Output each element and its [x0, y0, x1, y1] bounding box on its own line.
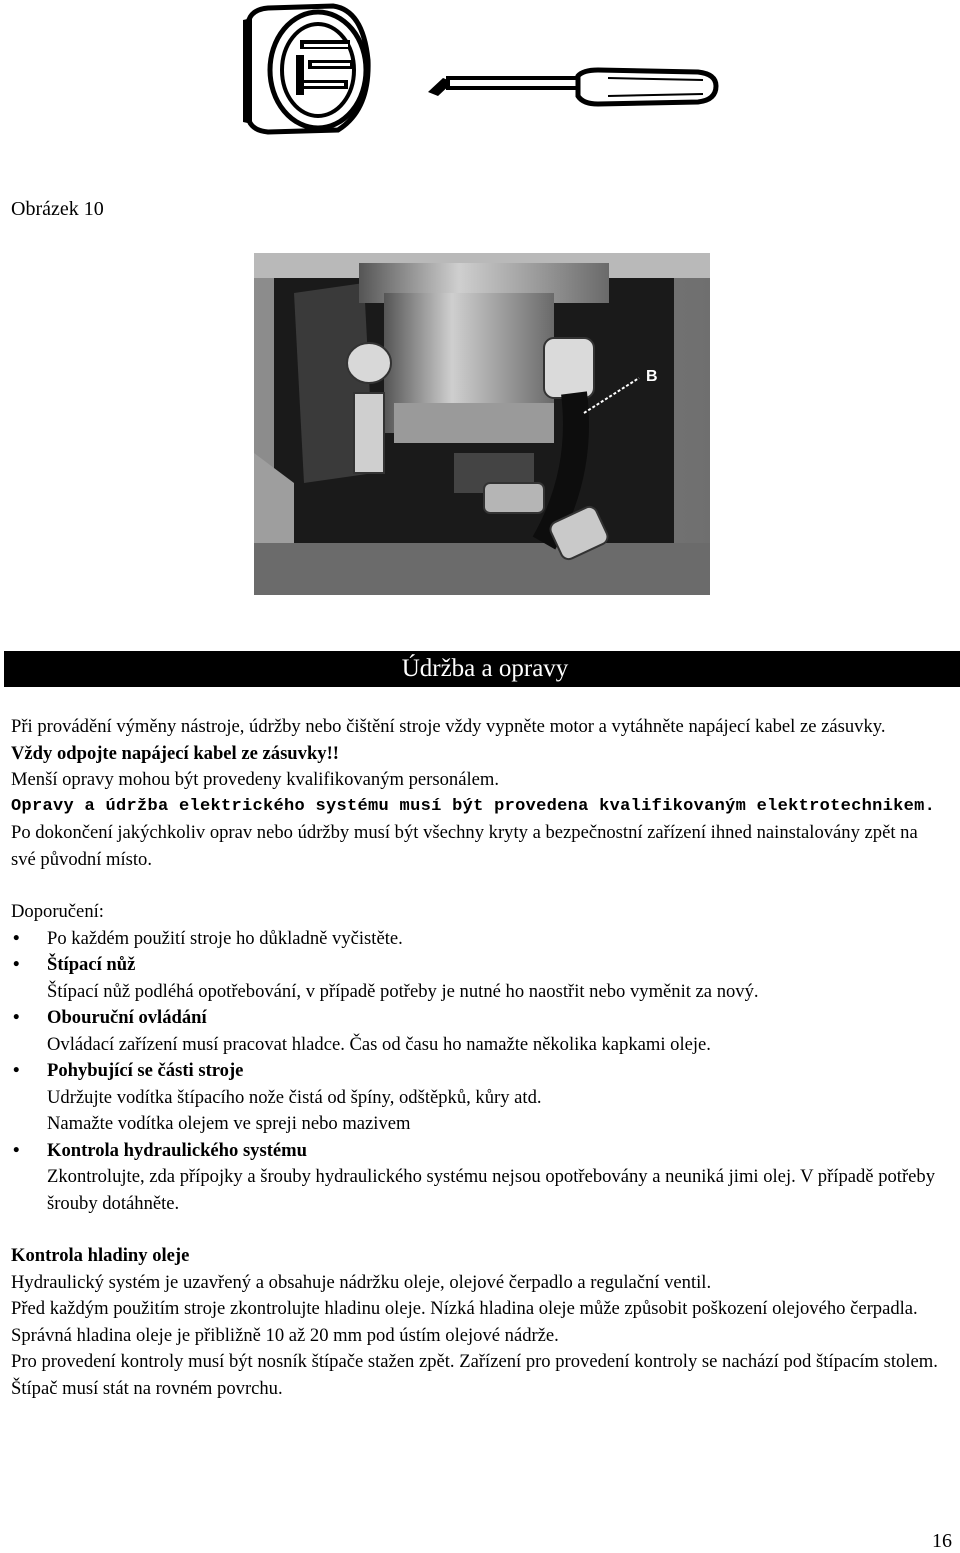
- connector-screwdriver-illustration: [238, 0, 728, 140]
- oil-check-line-2: Před každým použitím stroje zkontrolujte hladinu oleje. Nízká hladina oleje může způsobit poškození olejového čerpadla. Správná hladina oleje je přibližně 10 až 20 mm pod ústím olejové nádrže.: [11, 1298, 918, 1346]
- figure-caption: Obrázek 10: [11, 198, 104, 220]
- bullet-icon: •: [13, 1007, 20, 1028]
- connector-icon: [243, 6, 368, 132]
- hydraulic-pump-photo: [254, 253, 710, 595]
- intro-line-4: Opravy a údržba elektrického systému musí být provedena kvalifikovaným elektrotechnikem.: [11, 796, 936, 816]
- list-item: [11, 1138, 941, 1218]
- list-item-title: Kontrola hydraulického systému: [47, 1139, 307, 1161]
- body-text: [11, 714, 941, 1402]
- bullet-icon: •: [13, 927, 20, 949]
- page-number: 16: [932, 1530, 952, 1552]
- recommendations-list: [11, 926, 941, 1218]
- intro-line-5: Po dokončení jakýchkoliv oprav nebo údržby musí být všechny kryty a bezpečnostní zařízení ihned nainstalovány zpět na své původní místo.: [11, 822, 918, 870]
- intro-line-2: Vždy odpojte napájecí kabel ze zásuvky!!: [11, 742, 339, 764]
- section-title-banner: [4, 651, 960, 687]
- list-item-text: Namažte vodítka olejem ve spreji nebo mazivem: [47, 1113, 411, 1134]
- bullet-icon: •: [13, 1060, 20, 1081]
- list-item: [11, 1005, 941, 1058]
- list-item-title: Pohybující se části stroje: [47, 1060, 244, 1081]
- list-item-text: Zkontrolujte, zda přípojky a šrouby hydraulického systému nejsou opotřebovány a neuniká jimi olej. V případě potřeby šrouby dotáhněte.: [47, 1166, 936, 1214]
- bullet-icon: •: [13, 1139, 20, 1161]
- list-item-text: Udržujte vodítka štípacího nože čistá od špíny, odštěpků, kůry atd.: [47, 1086, 542, 1108]
- list-item: [11, 952, 941, 1005]
- oil-check-line-3: Pro provedení kontroly musí být nosník štípače stažen zpět. Zařízení pro provedení kontroly se nachází pod štípacím stolem. Štípač musí stát na rovném povrchu.: [11, 1351, 938, 1399]
- list-item-title: Po každém použití stroje ho důkladně vyčistěte.: [47, 927, 403, 949]
- recommendations-heading: Doporučení:: [11, 901, 104, 922]
- intro-line-3: Menší opravy mohou být provedeny kvalifikovaným personálem.: [11, 769, 499, 790]
- list-item-text: Štípací nůž podléhá opotřebování, v případě potřeby je nutné ho naostřit nebo vyměnit za nový.: [47, 980, 759, 1002]
- list-item-title: Obouruční ovládání: [47, 1007, 207, 1028]
- list-item-title: Štípací nůž: [47, 954, 136, 975]
- oil-check-line-1: Hydraulický systém je uzavřený a obsahuje nádržku oleje, olejové čerpadlo a regulační ventil.: [11, 1271, 712, 1293]
- intro-line-1: Při provádění výměny nástroje, údržby nebo čištění stroje vždy vypněte motor a vytáhněte napájecí kabel ze zásuvky.: [11, 716, 886, 737]
- list-item: [11, 926, 941, 953]
- oil-check-heading: Kontrola hladiny oleje: [11, 1245, 190, 1266]
- section-title: Údržba a opravy: [401, 655, 569, 682]
- bullet-icon: •: [13, 954, 20, 975]
- photo-label-b: B: [646, 368, 658, 385]
- list-item-text: Ovládací zařízení musí pracovat hladce. Čas od času ho namažte několika kapkami oleje.: [47, 1033, 711, 1055]
- screwdriver-icon: [428, 70, 716, 104]
- list-item: [11, 1058, 941, 1138]
